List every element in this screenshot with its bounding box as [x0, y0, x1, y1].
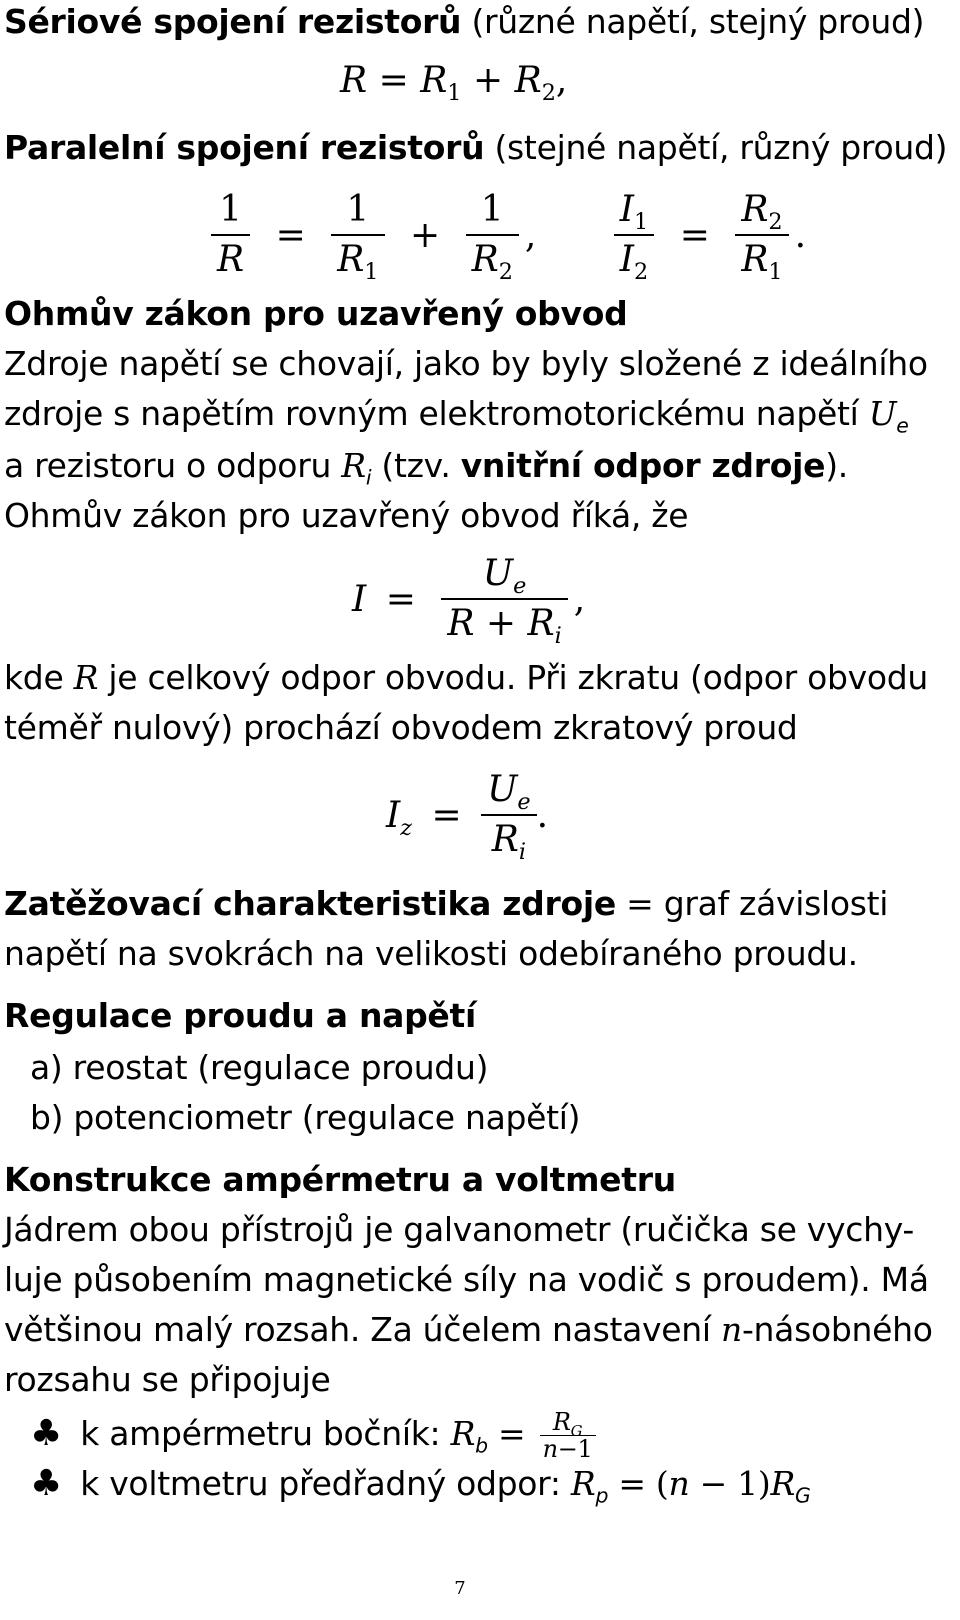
construction-line-3-a: většinou malý rozsah. Za účelem nastavení: [4, 1310, 711, 1349]
construction-line-3: většinou malý rozsah. Za účelem nastavení n-násobného: [4, 1310, 933, 1349]
short-circuit-formula: $I_z$ = $\frac{U_e}{R_i}$ .: [386, 766, 548, 864]
bullet-voltmeter: ♣ k voltmetru předřadný odpor: $R_p = (n - 1)R_G$: [30, 1460, 950, 1508]
parallel-heading: Paralelní spojení rezistorů: [4, 128, 485, 167]
load-line-2: napětí na svokrách na velikosti odebíraného proudu.: [4, 934, 858, 973]
load-line-1: [4, 882, 950, 926]
construction-line-1: Jádrem obou přístrojů je galvanometr (ručička se vychy-: [4, 1210, 914, 1249]
regulation-item-b: b) potenciometr (regulace napětí): [30, 1098, 581, 1137]
load-equals: =: [626, 884, 654, 923]
bullet-ammeter: ♣ k ampérmetru bočník: $R_b$ = $\frac{R_G}{n-1}$: [30, 1408, 950, 1462]
club-bullet-icon: ♣: [30, 1463, 62, 1504]
ohm-line-2: zdroje s napětím rovným elektromotorickému napětí $U_e$: [4, 394, 909, 438]
ohm-line-1: Zdroje napětí se chovají, jako by byly složené z ideálního: [4, 344, 928, 383]
ohm-line-6: téměř nulový) prochází obvodem zkratový proud: [4, 708, 798, 747]
ohm-line-3: a rezistoru o odporu $R_i$ (tzv. vnitřní odpor zdroje).: [4, 446, 848, 490]
construction-line-2: luje působením magnetické síly na vodič s proudem). Má: [4, 1260, 929, 1299]
ohm-line-3-c: ).: [825, 446, 848, 485]
regulation-item-a: a) reostat (regulace proudu): [30, 1048, 489, 1087]
parallel-formula: $\frac{1}{R}$ = $\frac{1}{R_1}$ + $\frac{1}{R_2}$ , $\frac{I_1}{I_2}$ = $\frac{R_2}{R_1}$ .: [205, 186, 806, 284]
regulation-heading: Regulace proudu a napětí: [4, 996, 476, 1035]
ohm-line-3-a: a rezistoru o odporu: [4, 446, 332, 485]
series-line: [4, 0, 950, 44]
series-paren: (různé napětí, stejný proud): [471, 2, 925, 41]
series-formula: $R = R_1 + R_2$,: [340, 60, 568, 107]
ohm-heading: Ohmův zákon pro uzavřený obvod: [4, 294, 628, 333]
load-heading: Zatěžovací charakteristika zdroje: [4, 884, 616, 923]
ohm-line-5-a: kde: [4, 658, 64, 697]
bullet-ammeter-text: k ampérmetru bočník:: [80, 1414, 441, 1453]
ohm-internal-resistance: vnitřní odpor zdroje: [460, 446, 826, 485]
ohm-line-5-b: je celkový odpor obvodu. Při zkratu (odpor obvodu: [108, 658, 929, 697]
ohm-line-2-text: zdroje s napětím rovným elektromotorickému napětí: [4, 394, 859, 433]
construction-heading: Konstrukce ampérmetru a voltmetru: [4, 1160, 676, 1199]
ohm-formula: I = $\frac{U_e}{R + R_i}$ ,: [352, 550, 585, 648]
ohm-line-5: kde R je celkový odpor obvodu. Při zkratu (odpor obvodu: [4, 658, 929, 697]
series-heading: Sériové spojení rezistorů: [4, 2, 462, 41]
page-number: 7: [454, 1578, 466, 1599]
ohm-line-3-b: (tzv.: [381, 446, 451, 485]
parallel-line: [4, 126, 950, 170]
club-bullet-icon: ♣: [30, 1413, 62, 1454]
bullet-voltmeter-text: k voltmetru předřadný odpor:: [80, 1464, 561, 1503]
construction-line-4: rozsahu se připojuje: [4, 1360, 331, 1399]
load-rest: graf závislosti: [663, 884, 889, 923]
parallel-paren: (stejné napětí, různý proud): [494, 128, 948, 167]
construction-line-3-b: -násobného: [741, 1310, 933, 1349]
ohm-line-4: Ohmův zákon pro uzavřený obvod říká, že: [4, 496, 689, 535]
